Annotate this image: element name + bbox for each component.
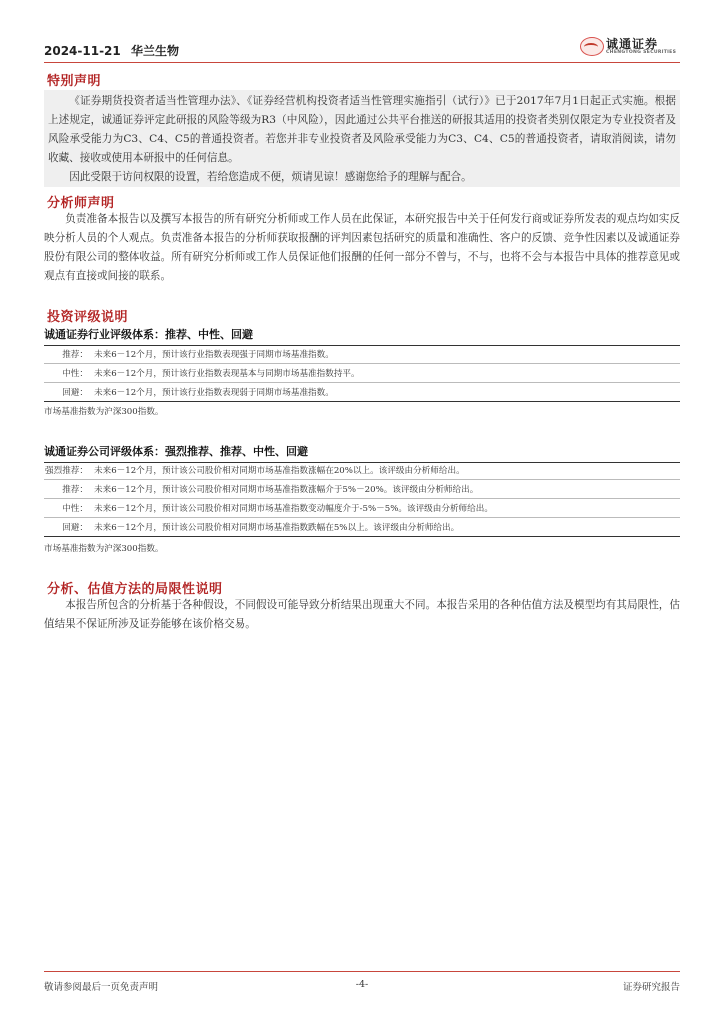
special-title: 特别声明 bbox=[47, 74, 102, 89]
rating-desc: 未来6－12个月，预计该公司股价相对同期市场基准指数变动幅度介于-5%－5%。该评级由分析师给出。 bbox=[94, 499, 680, 518]
special-statement bbox=[44, 90, 680, 187]
rating-label: 强烈推荐： bbox=[44, 461, 94, 480]
special-paragraph-1: 《证券期货投资者适当性管理办法》、《证券经营机构投资者适当性管理实施指引（试行）》已于2017年7月1日起正式实施。根据上述规定，诚通证券评定此研报的风险等级为R3（中风险），因此通过公共平台推送的研报其适用的投资者类别仅限定为专业投资者及风险承受能力为C3、C4、C5的普通投资者。若您并非专业投资者及风险承受能力为C3、C4、C5的普通投资者，请取消阅读，请勿收藏、接收或使用本研报中的任何信息。 bbox=[48, 95, 676, 164]
company-benchmark-note: 市场基准指数为沪深300指数。 bbox=[44, 544, 164, 554]
limitations-title: 分析、估值方法的局限性说明 bbox=[47, 582, 223, 597]
rating-desc: 未来6－12个月，预计该行业指数表现强于同期市场基准指数。 bbox=[94, 345, 680, 364]
limitations-paragraph: 本报告所包含的分析基于各种假设，不同假设可能导致分析结果出现重大不同。本报告采用的各种估值方法及模型均有其局限性，估值结果不保证所涉及证券能够在该价格交易。 bbox=[44, 599, 680, 630]
rating-desc: 未来6－12个月，预计该行业指数表现弱于同期市场基准指数。 bbox=[94, 383, 680, 402]
analyst-statement bbox=[44, 210, 680, 286]
company-rating-title: 诚通证券公司评级体系：强烈推荐、推荐、中性、回避 bbox=[44, 443, 680, 463]
industry-rating-title: 诚通证券行业评级体系：推荐、中性、回避 bbox=[44, 326, 680, 346]
table-row bbox=[44, 364, 680, 383]
page-number: -4- bbox=[355, 979, 369, 990]
header-rule bbox=[44, 62, 680, 63]
rating-label: 推荐： bbox=[44, 345, 94, 364]
footer-rule bbox=[44, 971, 680, 972]
page-footer bbox=[44, 975, 680, 995]
rating-desc: 未来6－12个月，预计该公司股价相对同期市场基准指数跌幅在5%以上。该评级由分析师给出。 bbox=[94, 518, 680, 537]
logo-mark-icon bbox=[580, 37, 604, 56]
rating-label: 推荐： bbox=[44, 480, 94, 499]
footer-report-type: 证券研究报告 bbox=[622, 982, 680, 993]
footer-disclaimer: 敬请参阅最后一页免责声明 bbox=[44, 982, 159, 993]
rating-title: 投资评级说明 bbox=[47, 310, 129, 325]
logo-name-en: CHENGTONG SECURITIES bbox=[606, 50, 677, 55]
brokerage-logo bbox=[580, 34, 680, 62]
table-row bbox=[44, 499, 680, 518]
industry-rating-table bbox=[44, 345, 680, 402]
special-paragraph-2: 因此受限于访问权限的设置，若给您造成不便，烦请见谅！感谢您给予的理解与配合。 bbox=[69, 171, 472, 183]
rating-label: 中性： bbox=[44, 364, 94, 383]
table-row bbox=[44, 518, 680, 537]
header-info bbox=[44, 42, 179, 59]
analyst-paragraph: 负责准备本报告以及撰写本报告的所有研究分析师或工作人员在此保证，本研究报告中关于任何发行商或证券所发表的观点均如实反映分析人员的个人观点。负责准备本报告的分析师获取报酬的评判因素包括研究的质量和准确性、客户的反馈、竞争性因素以及诚通证券股份有限公司的整体收益。所有研究分析师或工作人员保证他们报酬的任何一部分不曾与，不与，也将不会与本报告中具体的推荐意见或观点有直接或间接的联系。 bbox=[44, 213, 680, 282]
rating-label: 回避： bbox=[44, 518, 94, 537]
table-row bbox=[44, 480, 680, 499]
report-date: 2024-11-21 bbox=[44, 44, 121, 58]
table-row bbox=[44, 345, 680, 364]
company-name: 华兰生物 bbox=[130, 44, 179, 58]
rating-label: 中性： bbox=[44, 499, 94, 518]
table-row bbox=[44, 461, 680, 480]
rating-desc: 未来6－12个月，预计该行业指数表现基本与同期市场基准指数持平。 bbox=[94, 364, 680, 383]
page-header bbox=[44, 38, 680, 60]
limitations-statement bbox=[44, 596, 680, 634]
rating-desc: 未来6－12个月，预计该公司股价相对同期市场基准指数涨幅在20%以上。该评级由分析师给出。 bbox=[94, 461, 680, 480]
table-row bbox=[44, 383, 680, 402]
analyst-title: 分析师声明 bbox=[47, 196, 115, 211]
industry-benchmark-note: 市场基准指数为沪深300指数。 bbox=[44, 407, 164, 417]
rating-label: 回避： bbox=[44, 383, 94, 402]
rating-desc: 未来6－12个月，预计该公司股价相对同期市场基准指数涨幅介于5%－20%。该评级由分析师给出。 bbox=[94, 480, 680, 499]
logo-name-cn: 诚通证券 bbox=[606, 37, 659, 51]
company-rating-table bbox=[44, 461, 680, 537]
